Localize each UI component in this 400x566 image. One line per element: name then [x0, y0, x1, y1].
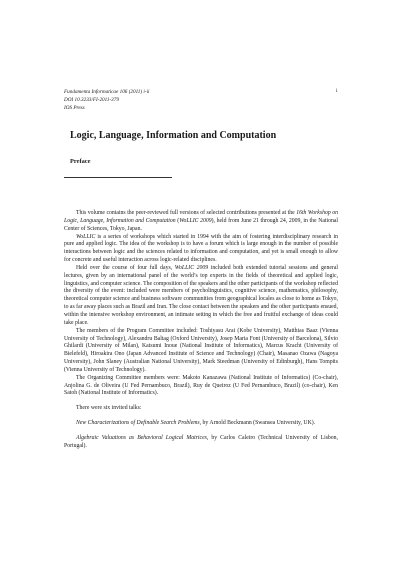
- divider: [64, 177, 172, 178]
- body-text: [64, 210, 338, 451]
- journal-citation: Fundamenta Informaticae 106 (2011) i-ii: [64, 89, 150, 95]
- paper-title: Logic, Language, Information and Computation: [70, 130, 277, 141]
- workshop-acronym: WoLLIC: [76, 233, 96, 240]
- talk-speaker: , by Carlos Caleiro (Technical University of Lisbon, Portugal).: [64, 434, 338, 449]
- invited-talk-1: [64, 420, 338, 428]
- paragraph-invited-talks: There were six invited talks:: [76, 405, 142, 412]
- running-header: [64, 88, 344, 112]
- text-run: Held over the course of four full days,: [76, 264, 175, 271]
- page-number: i: [336, 88, 338, 94]
- paragraph-program: [64, 265, 338, 328]
- invited-talk-2: [64, 435, 338, 451]
- workshop-acronym: WoLLIC 2009: [174, 264, 209, 271]
- publisher: IOS Press: [64, 105, 85, 111]
- workshop-acronym: WoLLIC 2009: [179, 217, 212, 224]
- workshop-name: 16th Workshop on Logic, Language, Information and Computation: [64, 210, 338, 224]
- paragraph-program-committee: The members of the Program Committee included: Toshiyasu Arai (Kobe University), Matthias Baaz (Vienna University of Technology), Alexandru Baltag (Oxford University), Josep Maria Font (University of Barcelona), Silvio Ghilardi (University of Milan), Katsumi Inoue (National Institute of Informatics), Marcus Kracht (University of Bielefeld), Hiroakira Ono (Japan Advanced Institute of Science and Technology) (Chair), Masanao Ozawa (Nagoya University), John Slaney (Australian National University), Mark Steedman (University of Edinburgh), Hans Tompits (Vienna University of Technology).: [64, 327, 338, 373]
- talk-title: Algebraic Valuations as Behavioral Logical Matrices: [76, 434, 207, 441]
- paragraph-intro: [64, 210, 338, 234]
- text-run: This volume contains the peer-reviewed full versions of selected contributions presented at the: [76, 210, 297, 216]
- text-run: is a series of workshops which started in 1994 with the aim of fostering interdisciplinary research in pure and applied logic. The idea of the workshop is to have a forum which is large enough in the number of possible interactions between logic and the sciences related to information and computation, and yet is small enough to allow for concrete and useful interaction across logic-related disciplines.: [64, 233, 338, 264]
- talk-speaker: , by Arnold Beckmann (Swansea University, UK).: [199, 420, 316, 427]
- section-heading: Preface: [70, 158, 91, 165]
- paragraph-organizing-committee: The Organizing Committee members were: Makoto Kanazawa (National Institute of Informatics) (Co-chair), Anjolina G. de Oliveira (U Fed Pernambuco, Brazil), Ruy de Queiroz (U Fed Pernambuco, Brazil) (co-chair), Ken Satoh (National Institute of Informatics).: [64, 374, 338, 397]
- text-run: included both extended tutorial sessions and general lectures, given by an international panel of the world’s top experts in the fields of theoretical and applied logic, linguistics, and computer science. The composition of the speakers and the other participants of the workshop reflected the diversity of the event: included were members of psycholinguistics, cognitive science, mathematics, philosophy, theoretical computer science and business software communities from geographical locales as close to home as Tokyo, to as far away places such as Brazil and Iran. The close contact between the speakers and the other participants ensued, within the intensive workshop environment, an intimate setting in which the free and fruitful exchange of ideas could take place.: [64, 264, 338, 326]
- paragraph-wollic: [64, 234, 338, 265]
- text-run: ), held from June 21 through 24, 2009, in the National Center of Sciences, Tokyo, Japan.: [64, 217, 338, 232]
- doi: DOI 10.3233/FI-2011-379: [64, 97, 119, 103]
- talk-title: New Characterizations of Definable Search Problems: [76, 420, 200, 427]
- text-run: (: [175, 217, 180, 224]
